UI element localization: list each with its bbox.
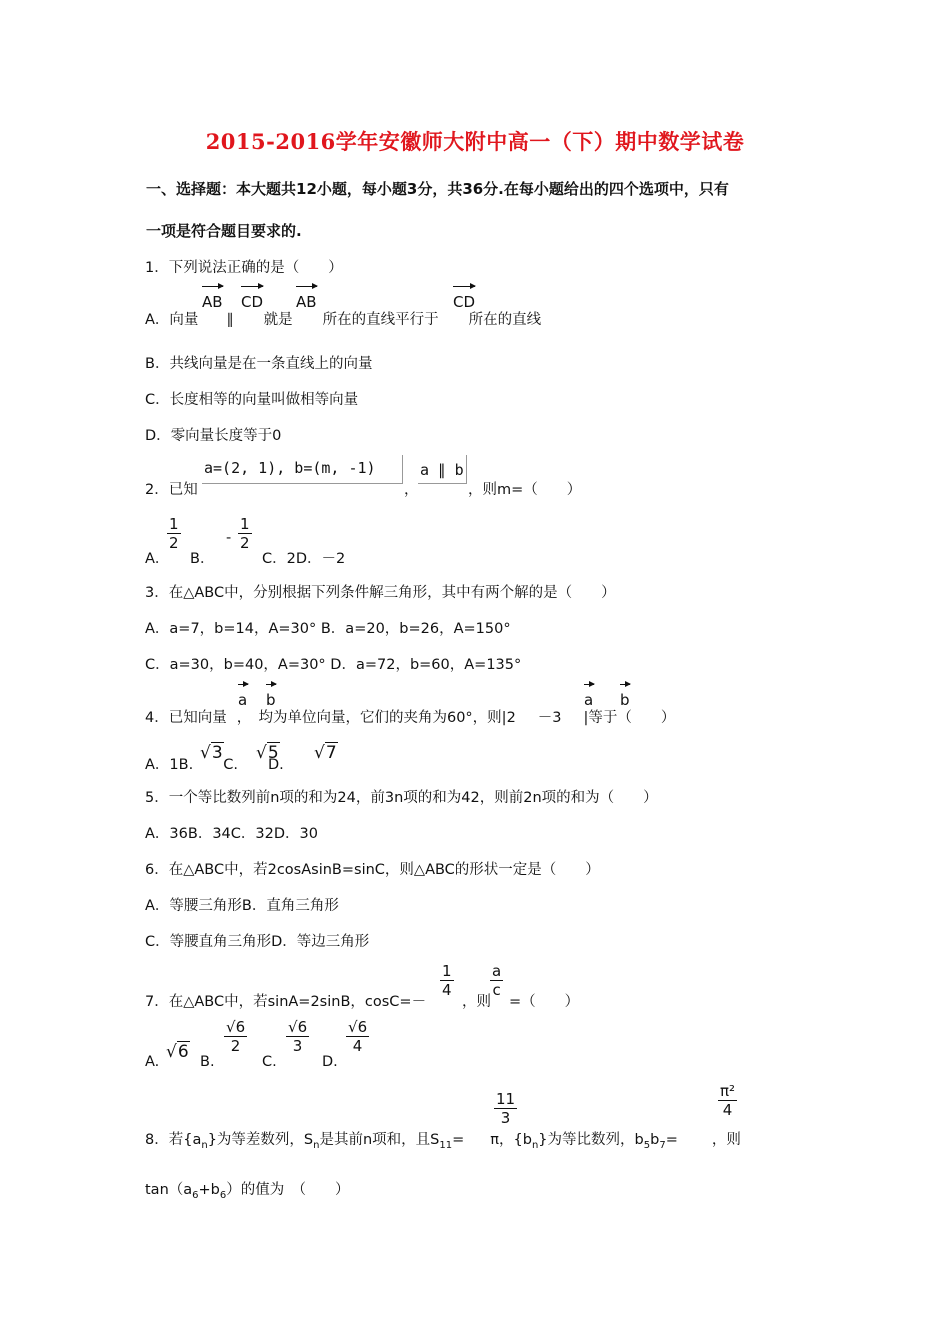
sqrt-7: √7 — [314, 743, 337, 763]
q2-a-label: A． — [145, 551, 170, 567]
vector-ab-1: AB — [202, 286, 223, 311]
vector-b: b — [266, 684, 276, 709]
q1-option-c: C．长度相等的向量叫做相等向量 — [145, 392, 359, 408]
q7-ratio-fraction: $\frac{a}{c}$ — [492, 962, 502, 999]
q1-a-mid: 就是 — [263, 312, 293, 328]
q7-c-fraction: $\frac{√6}{3}$ — [288, 1018, 308, 1055]
q3-stem: 3．在△ABC中，分别根据下列条件解三角形，其中有两个解的是（ ） — [145, 585, 616, 601]
q1-a-mid2: 所在的直线平行于 — [322, 312, 439, 328]
q2-parallel-image: a ∥ b — [418, 455, 467, 484]
vector-a-2: a — [584, 684, 594, 709]
q7-stem-mid: ，则 — [462, 994, 491, 1010]
q1-option-b: B．共线向量是在一条直线上的向量 — [145, 356, 373, 372]
q7-a-sqrt: √6 — [166, 1042, 189, 1062]
section-heading-line1: 一、选择题：本大题共12小题，每小题3分，共36分.在每小题给出的四个选项中，只有 — [146, 180, 729, 198]
q7-d-fraction: $\frac{√6}{4}$ — [348, 1018, 368, 1055]
q3-options-cd: C．a=30，b=40，A=30° D．a=72，b=60，A=135° — [145, 657, 522, 673]
vector-cd-1: CD — [241, 286, 263, 311]
q8-stem-line2: $\tan(a_6+b_6)$的值为 （ ） — [145, 1182, 350, 1201]
q1-stem: 1．下列说法正确的是（ ） — [145, 260, 343, 276]
q2-b-label: B． — [190, 551, 215, 567]
q5-options: A．36B．34C．32D．30 — [145, 826, 318, 842]
vector-ab-2: AB — [296, 286, 317, 311]
q6-options-cd: C．等腰直角三角形D．等边三角形 — [145, 934, 370, 950]
sqrt-3: √3 — [200, 743, 223, 763]
q2-stem-pre: 2．已知 — [145, 482, 198, 498]
q7-c-label: C. — [262, 1054, 277, 1070]
q2-stem-post: ，则m=（ ） — [468, 482, 582, 498]
q1-option-a — [145, 308, 541, 329]
q7-stem-post: =（ ） — [509, 994, 580, 1010]
q2-options-rest: C．2D．－2 — [262, 551, 346, 567]
sqrt-5: √5 — [256, 743, 279, 763]
q8-sum-fraction: $\frac{11}{3}$ — [496, 1090, 516, 1127]
q2-b-minus: - — [226, 530, 232, 546]
q1-a-parallel: ∥ — [226, 312, 234, 328]
q1-option-d: D．零向量长度等于0 — [145, 428, 282, 444]
q1-a-end: 所在的直线 — [468, 312, 542, 328]
q5-stem: 5．一个等比数列前n项的和为24，前3n项的和为42，则前2n项的和为（ ） — [145, 790, 658, 806]
q7-cos-fraction: $\frac{1}{4}$ — [442, 962, 452, 999]
q2-condition-image: a=(2, 1), b=(m, -1) — [202, 455, 403, 484]
exam-title: 2015-2016学年安徽师大附中高一（下）期中数学试卷 — [205, 129, 745, 154]
vector-b-2: b — [620, 684, 630, 709]
q7-b-fraction: $\frac{√6}{2}$ — [226, 1018, 246, 1055]
q2-option-b-fraction: $\frac{1}{2}$ — [240, 515, 250, 552]
q2-option-a-fraction: $\frac{1}{2}$ — [169, 515, 179, 552]
q6-options-ab: A．等腰三角形B．直角三角形 — [145, 898, 339, 914]
vector-cd-2: CD — [453, 286, 475, 311]
q7-b-label: B. — [200, 1054, 215, 1070]
q2-comma: ， — [404, 482, 419, 498]
q4-stem: 4．已知向量 ， 均为单位向量，它们的夹角为60°，则|2 －3 |等于（ ） — [145, 710, 676, 726]
q8-product-fraction: $\frac{\text{π²}}{4}$ — [720, 1082, 736, 1119]
q7-a-label: A. — [145, 1054, 160, 1070]
q4-options: A．1B. C. D. — [145, 757, 284, 773]
q6-stem: 6．在△ABC中，若2cosAsinB=sinC，则△ABC的形状一定是（ ） — [145, 862, 600, 878]
q3-options-ab: A．a=7，b=14，A=30° B．a=20，b=26，A=150° — [145, 621, 511, 637]
q7-d-label: D. — [322, 1054, 338, 1070]
q1-a-prefix: A．向量 — [145, 312, 199, 328]
vector-a: a — [238, 684, 248, 709]
section-heading-line2: 一项是符合题目要求的. — [146, 222, 302, 240]
q8-stem: 8．若$\{a_n\}$为等差数列，$S_n$是其前n项和，且$S_{11}= \pi$，$\{b_n\}$为等比数列，$b_5b_7=$ ，则 — [145, 1132, 741, 1151]
q7-stem-pre: 7．在△ABC中，若sinA=2sinB，cosC=－ — [145, 994, 427, 1010]
